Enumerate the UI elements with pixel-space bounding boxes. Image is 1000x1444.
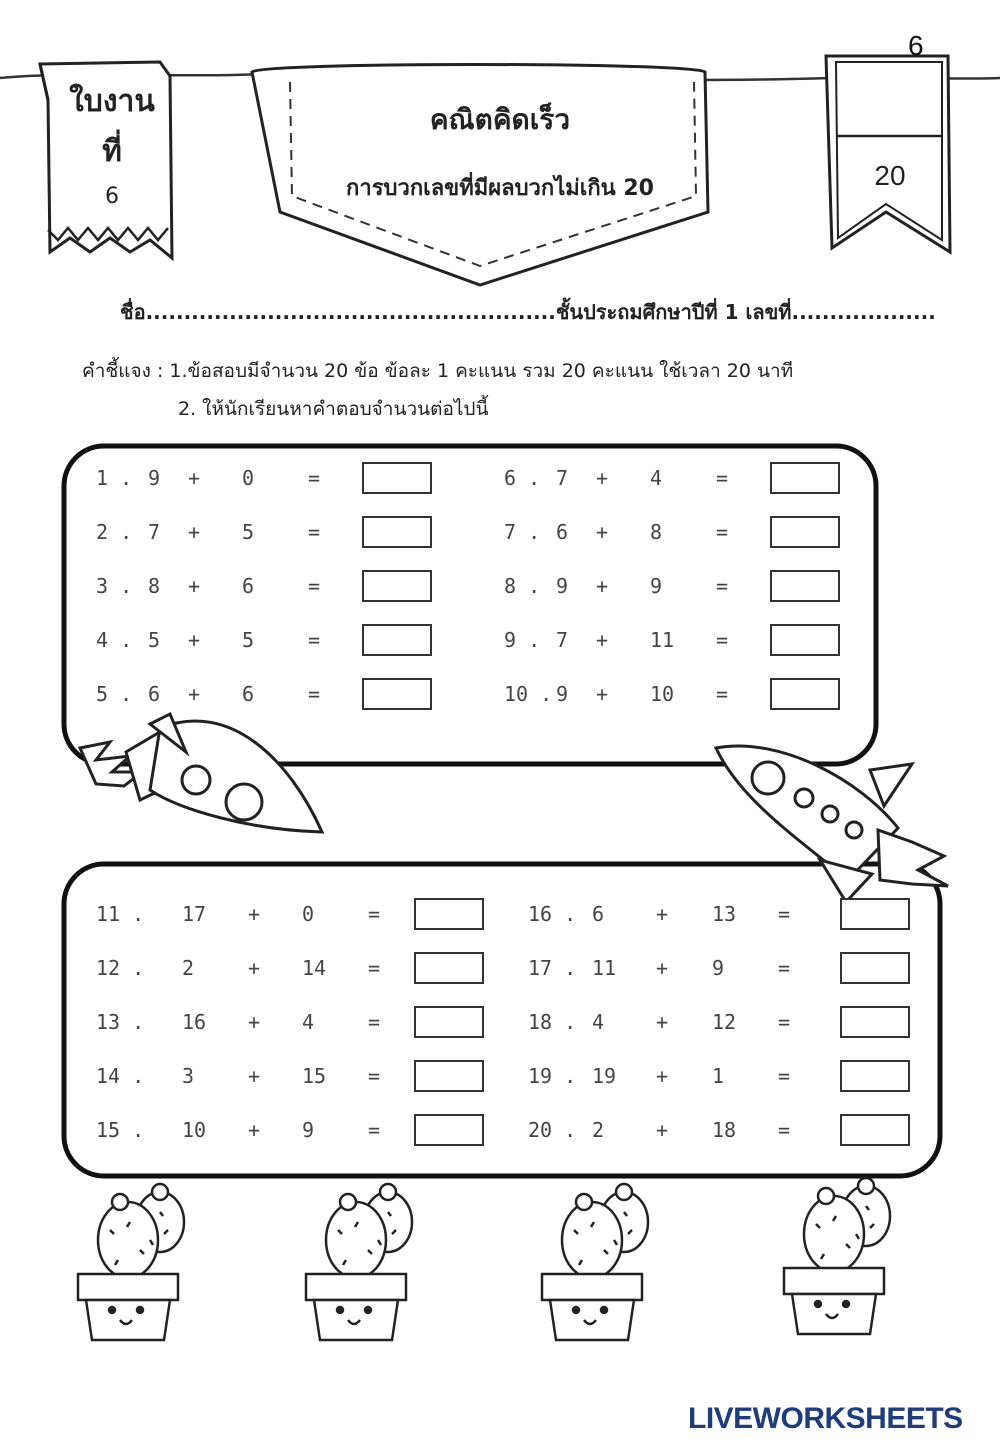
plus-sign: + — [596, 682, 609, 706]
equals-sign: = — [778, 1064, 791, 1088]
left-flag-line3: 6 — [105, 184, 119, 209]
addend-a: 9 — [556, 682, 569, 706]
answer-box[interactable] — [414, 898, 484, 930]
addend-a: 7 — [148, 520, 161, 544]
problem-number: 20 . — [528, 1118, 577, 1142]
equals-sign: = — [368, 1064, 381, 1088]
problem-row — [96, 952, 516, 986]
addend-b: 5 — [242, 520, 255, 544]
plus-sign: + — [596, 628, 609, 652]
problem-row — [528, 898, 948, 932]
problem-number: 9 . — [504, 628, 541, 652]
addend-a: 9 — [556, 574, 569, 598]
equals-sign: = — [778, 1118, 791, 1142]
answer-box[interactable] — [770, 462, 840, 494]
addend-b: 4 — [302, 1010, 315, 1034]
equals-sign: = — [368, 902, 381, 926]
addend-b: 11 — [650, 628, 675, 652]
plus-sign: + — [596, 466, 609, 490]
addend-a: 4 — [592, 1010, 605, 1034]
addend-b: 9 — [650, 574, 663, 598]
plus-sign: + — [656, 956, 669, 980]
right-flag-icon — [826, 56, 950, 252]
problem-row — [96, 1006, 516, 1040]
answer-box[interactable] — [770, 624, 840, 656]
addend-b: 13 — [712, 902, 737, 926]
equals-sign: = — [778, 902, 791, 926]
addend-b: 18 — [712, 1118, 737, 1142]
plus-sign: + — [188, 682, 201, 706]
answer-box[interactable] — [770, 570, 840, 602]
equals-sign: = — [368, 956, 381, 980]
problem-row — [96, 516, 516, 550]
plus-sign: + — [248, 1118, 261, 1142]
answer-box[interactable] — [770, 516, 840, 548]
addend-b: 8 — [650, 520, 663, 544]
addend-b: 0 — [242, 466, 255, 490]
problem-row — [504, 570, 924, 604]
answer-box[interactable] — [362, 516, 432, 548]
answer-box[interactable] — [362, 570, 432, 602]
equals-sign: = — [308, 682, 321, 706]
plus-sign: + — [596, 574, 609, 598]
problem-number: 11 . — [96, 902, 145, 926]
problem-row — [504, 678, 924, 712]
answer-box[interactable] — [840, 1006, 910, 1038]
problem-number: 18 . — [528, 1010, 577, 1034]
total-score: 20 — [874, 160, 906, 191]
addend-a: 16 — [182, 1010, 207, 1034]
addend-a: 6 — [556, 520, 569, 544]
problem-row — [96, 1060, 516, 1094]
problem-row — [528, 1060, 948, 1094]
addend-b: 12 — [712, 1010, 737, 1034]
problem-number: 8 . — [504, 574, 541, 598]
problem-number: 2 . — [96, 520, 133, 544]
problem-number: 4 . — [96, 628, 133, 652]
equals-sign: = — [308, 574, 321, 598]
addend-b: 4 — [650, 466, 663, 490]
equals-sign: = — [778, 1010, 791, 1034]
plus-sign: + — [656, 902, 669, 926]
rocket-icon — [80, 714, 322, 832]
problem-row — [96, 462, 516, 496]
addend-b: 14 — [302, 956, 327, 980]
addend-a: 3 — [182, 1064, 195, 1088]
addend-b: 0 — [302, 902, 315, 926]
problem-number: 15 . — [96, 1118, 145, 1142]
equals-sign: = — [716, 520, 729, 544]
equals-sign: = — [368, 1010, 381, 1034]
problem-row — [96, 624, 516, 658]
cactus-icon — [78, 1184, 184, 1340]
addend-a: 2 — [592, 1118, 605, 1142]
plus-sign: + — [188, 628, 201, 652]
equals-sign: = — [308, 520, 321, 544]
answer-box[interactable] — [362, 678, 432, 710]
equals-sign: = — [308, 628, 321, 652]
problem-number: 16 . — [528, 902, 577, 926]
page-subtitle: การบวกเลขที่มีผลบวกไม่เกิน 20 — [346, 176, 654, 201]
addend-a: 7 — [556, 466, 569, 490]
addend-a: 9 — [148, 466, 161, 490]
addend-a: 11 — [592, 956, 617, 980]
problem-row — [96, 678, 516, 712]
answer-box[interactable] — [840, 1114, 910, 1146]
left-flag-line2: ที่ — [102, 134, 122, 169]
answer-box[interactable] — [840, 952, 910, 984]
brand-logo: LIVEWORKSHEETS — [688, 1402, 963, 1435]
addend-b: 10 — [650, 682, 675, 706]
plus-sign: + — [596, 520, 609, 544]
page-title: คณิตคิดเร็ว — [429, 103, 571, 136]
addend-b: 15 — [302, 1064, 327, 1088]
addend-a: 6 — [592, 902, 605, 926]
page-number: 6 — [908, 30, 924, 61]
addend-a: 19 — [592, 1064, 617, 1088]
problem-number: 13 . — [96, 1010, 145, 1034]
addend-b: 1 — [712, 1064, 725, 1088]
plus-sign: + — [248, 1010, 261, 1034]
problem-row — [96, 570, 516, 604]
plus-sign: + — [188, 520, 201, 544]
plus-sign: + — [656, 1118, 669, 1142]
problem-number: 12 . — [96, 956, 145, 980]
equals-sign: = — [716, 574, 729, 598]
problem-number: 10 . — [504, 682, 553, 706]
answer-box[interactable] — [414, 1114, 484, 1146]
answer-box[interactable] — [414, 1060, 484, 1092]
addend-b: 6 — [242, 574, 255, 598]
answer-box[interactable] — [362, 624, 432, 656]
rocket-icon — [716, 746, 948, 902]
plus-sign: + — [248, 1064, 261, 1088]
problem-row — [528, 1006, 948, 1040]
addend-a: 10 — [182, 1118, 207, 1142]
addend-b: 6 — [242, 682, 255, 706]
addend-b: 5 — [242, 628, 255, 652]
problem-number: 5 . — [96, 682, 133, 706]
problem-row — [528, 952, 948, 986]
instructions-line2: 2. ให้นักเรียนหาคำตอบจำนวนต่อไปนี้ — [178, 398, 489, 420]
addend-a: 5 — [148, 628, 161, 652]
equals-sign: = — [716, 682, 729, 706]
addend-b: 9 — [712, 956, 725, 980]
student-info-line: ชื่อ......................................................ชั้นประถมศึกษาปีที่ 1 เลขที่................... — [120, 300, 936, 324]
problem-number: 3 . — [96, 574, 133, 598]
instructions-line1: คำชี้แจง : 1.ข้อสอบมีจำนวน 20 ข้อ ข้อละ 1 คะแนน รวม 20 คะแนน ใช้เวลา 20 นาที — [82, 360, 794, 382]
addend-a: 7 — [556, 628, 569, 652]
problem-row — [528, 1114, 948, 1148]
problem-number: 1 . — [96, 466, 133, 490]
problem-number: 14 . — [96, 1064, 145, 1088]
plus-sign: + — [656, 1010, 669, 1034]
problem-row — [504, 462, 924, 496]
problem-number: 6 . — [504, 466, 541, 490]
answer-box[interactable] — [840, 1060, 910, 1092]
answer-box[interactable] — [840, 898, 910, 930]
equals-sign: = — [778, 956, 791, 980]
left-flag-line1: ใบงาน — [69, 84, 155, 119]
addend-a: 2 — [182, 956, 195, 980]
plus-sign: + — [248, 902, 261, 926]
plus-sign: + — [188, 466, 201, 490]
addend-a: 6 — [148, 682, 161, 706]
addend-b: 9 — [302, 1118, 315, 1142]
problem-row — [96, 898, 516, 932]
plus-sign: + — [188, 574, 201, 598]
equals-sign: = — [308, 466, 321, 490]
plus-sign: + — [656, 1064, 669, 1088]
equals-sign: = — [716, 628, 729, 652]
problem-number: 19 . — [528, 1064, 577, 1088]
problem-row — [96, 1114, 516, 1148]
addend-a: 8 — [148, 574, 161, 598]
addend-a: 17 — [182, 902, 207, 926]
problem-number: 17 . — [528, 956, 577, 980]
problem-number: 7 . — [504, 520, 541, 544]
plus-sign: + — [248, 956, 261, 980]
problem-row — [504, 516, 924, 550]
answer-box[interactable] — [362, 462, 432, 494]
problem-row — [504, 624, 924, 658]
answer-box[interactable] — [414, 952, 484, 984]
equals-sign: = — [716, 466, 729, 490]
answer-box[interactable] — [414, 1006, 484, 1038]
equals-sign: = — [368, 1118, 381, 1142]
answer-box[interactable] — [770, 678, 840, 710]
